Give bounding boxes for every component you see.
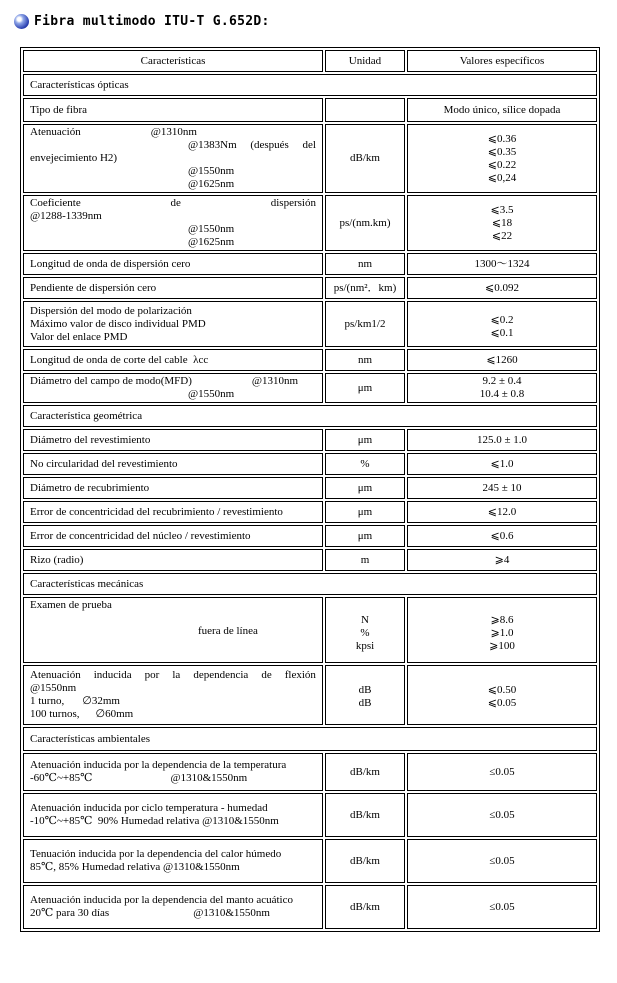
row-value: ≤0.05 (407, 839, 597, 883)
section-environmental (23, 727, 597, 751)
row-unit: nm (325, 349, 405, 371)
row-value: ⩽0.6 (407, 525, 597, 547)
table-row (23, 195, 597, 251)
unit-line: dB (358, 697, 372, 709)
value-line: ⩽0.22 (487, 158, 517, 171)
table-row (23, 373, 597, 403)
value-line: ⩽0.1 (490, 327, 514, 339)
label-part: ∅32mm (82, 695, 120, 707)
table-row (23, 793, 597, 837)
label-part: Atenuación inducida por la dependencia del manto acuático (30, 894, 293, 906)
table-row (23, 429, 597, 451)
table-row (23, 549, 597, 571)
spec-table (20, 47, 600, 932)
row-value: ⩽0.092 (407, 277, 597, 299)
label-part: envejecimiento H2) (30, 152, 118, 164)
label-part: Máximo valor de disco individual PMD (30, 317, 206, 330)
row-label: Rizo (radio) (23, 549, 323, 571)
row-unit: μm (325, 501, 405, 523)
row-unit: μm (325, 477, 405, 499)
section-optical (23, 74, 597, 96)
value-line: 9.2 ± 0.4 (482, 375, 522, 387)
label-part: @1310nm (150, 126, 197, 138)
row-value (407, 195, 597, 251)
title-row (14, 10, 270, 32)
row-label: No circularidad del revestimiento (23, 453, 323, 475)
section-title: Característica geométrica (23, 405, 597, 427)
value-line: ⩽0.35 (487, 145, 517, 158)
row-value (407, 373, 597, 403)
row-value: 125.0 ± 1.0 (407, 429, 597, 451)
label-part: Valor del enlace PMD (30, 330, 128, 343)
label-part: @1310nm (251, 375, 299, 387)
label-part: Tenuación inducida por la dependencia del calor húmedo (30, 848, 282, 860)
row-unit: dB/km (325, 793, 405, 837)
row-unit: μm (325, 525, 405, 547)
row-value (407, 124, 597, 193)
label-part: 100 turnos, (30, 708, 80, 720)
label-part: -60℃~+85℃ (30, 772, 93, 784)
value-line: ⩾100 (489, 639, 515, 652)
row-unit: μm (325, 373, 405, 403)
label-part: @1550nm (188, 223, 235, 235)
row-label (23, 839, 323, 883)
table-row (23, 597, 597, 663)
row-label (23, 793, 323, 837)
label-part: de (261, 669, 272, 681)
row-label (23, 885, 323, 929)
row-unit (325, 665, 405, 725)
row-unit (325, 98, 405, 122)
label-part: Atenuación (30, 669, 81, 681)
header-unit: Unidad (325, 50, 405, 72)
label-part: @1383Nm (188, 139, 237, 151)
row-value: ⩾4 (407, 549, 597, 571)
row-unit: dB/km (325, 839, 405, 883)
label-part: Coeficiente (30, 197, 81, 209)
label-part: del (302, 139, 316, 151)
row-label: Longitud de onda de dispersión cero (23, 253, 323, 275)
row-value: ≤0.05 (407, 885, 597, 929)
header-values: Valores específicos (407, 50, 597, 72)
row-value: ≤0.05 (407, 753, 597, 791)
label-part: Dispersión del modo de polarización (30, 304, 192, 317)
label-part: 1 turno, (30, 695, 65, 707)
table-row (23, 753, 597, 791)
value-line: ⩽0.36 (487, 132, 517, 145)
table-row (23, 453, 597, 475)
row-label (23, 665, 323, 725)
table-row (23, 665, 597, 725)
row-unit: ps/(nm.km) (325, 195, 405, 251)
row-unit: μm (325, 429, 405, 451)
row-label (23, 124, 323, 193)
row-unit: % (325, 453, 405, 475)
label-part: @1550nm (188, 388, 235, 400)
label-part: 20℃ para 30 días (30, 907, 110, 919)
table-row (23, 885, 597, 929)
row-value (407, 301, 597, 347)
unit-line: N (361, 613, 369, 626)
label-part: Atenuación inducida por ciclo temperatura - humedad (30, 802, 268, 814)
row-label: Longitud de onda de corte del cable λcc (23, 349, 323, 371)
value-line: ⩽0,24 (487, 171, 517, 184)
row-unit: dB/km (325, 753, 405, 791)
label-part: Examen de prueba (30, 599, 112, 611)
row-label: Error de concentricidad del núcleo / revestimiento (23, 525, 323, 547)
page-title: Fibra multimodo ITU-T G.652D: (34, 13, 270, 29)
value-line: ⩽0.05 (487, 697, 517, 709)
unit-line: % (360, 626, 370, 639)
bullet-icon (14, 14, 29, 29)
label-part: @1310&1550nm (193, 907, 270, 919)
value-line: ⩾1.0 (490, 626, 514, 639)
section-geometric (23, 405, 597, 427)
row-label: Pendiente de dispersión cero (23, 277, 323, 299)
row-label: Diámetro del revestimiento (23, 429, 323, 451)
section-title: Características ópticas (23, 74, 597, 96)
label-part: @1625nm (188, 236, 235, 248)
table-row (23, 124, 597, 193)
table-row (23, 349, 597, 371)
table-row (23, 301, 597, 347)
label-part: Atenuación inducida por la dependencia de la temperatura (30, 759, 287, 771)
row-label (23, 195, 323, 251)
row-value: Modo único, sílice dopada (407, 98, 597, 122)
table-row (23, 253, 597, 275)
header-characteristics: Características (23, 50, 323, 72)
label-part: 85℃, 85% Humedad relativa @1310&1550nm (30, 861, 240, 873)
row-value: 1300～1324 (407, 253, 597, 275)
table-row (23, 98, 597, 122)
label-part: Diámetro del campo de modo(MFD) (30, 375, 192, 387)
table-row (23, 277, 597, 299)
label-part: flexión (284, 669, 316, 681)
row-value: ≤0.05 (407, 793, 597, 837)
label-part: fuera de línea (198, 625, 258, 637)
table-row (23, 501, 597, 523)
label-part: de (170, 197, 181, 209)
row-value: ⩽12.0 (407, 501, 597, 523)
label-part: @1550nm (188, 165, 235, 177)
label-part: la (172, 669, 181, 681)
row-label (23, 753, 323, 791)
section-title: Características ambientales (23, 727, 597, 751)
label-part: @1550nm (30, 682, 77, 694)
value-line: ⩽0.2 (490, 314, 514, 326)
label-part: @1288-1339nm (30, 210, 102, 222)
label-part: dispersión (270, 197, 316, 209)
row-value: ⩽1.0 (407, 453, 597, 475)
section-title: Características mecánicas (23, 573, 597, 595)
label-part: @1625nm (188, 178, 235, 190)
label-part: inducida (93, 669, 132, 681)
row-unit: dB/km (325, 124, 405, 193)
value-line: ⩽0.50 (487, 684, 517, 696)
label-part: @1310&1550nm (170, 772, 248, 784)
row-unit: m (325, 549, 405, 571)
label-part: -10℃~+85℃ 90% Humedad relativa @1310&1550nm (30, 815, 279, 827)
row-unit (325, 597, 405, 663)
row-label: Error de concentricidad del recubrimiento / revestimiento (23, 501, 323, 523)
row-label (23, 373, 323, 403)
row-unit: ps/km1/2 (325, 301, 405, 347)
value-line: ⩽22 (491, 229, 513, 242)
label-part: por (144, 669, 160, 681)
value-line: ⩽3.5 (490, 203, 514, 216)
row-value (407, 665, 597, 725)
unit-line: kpsi (355, 639, 375, 652)
label-part: dependencia (193, 669, 249, 681)
label-part: ∅60mm (95, 708, 134, 720)
value-line: ⩽18 (491, 216, 513, 229)
section-mechanical (23, 573, 597, 595)
row-label (23, 597, 323, 663)
label-part: Atenuación (30, 126, 81, 138)
row-value: ⩽1260 (407, 349, 597, 371)
row-unit: dB/km (325, 885, 405, 929)
table-header (23, 50, 597, 72)
row-label: Tipo de fibra (23, 98, 323, 122)
value-line: 10.4 ± 0.8 (479, 388, 525, 400)
value-line: ⩾8.6 (490, 613, 514, 626)
row-unit: ps/(nm²．km) (325, 277, 405, 299)
label-part: (después (250, 139, 289, 151)
table-row (23, 525, 597, 547)
row-label: Diámetro de recubrimiento (23, 477, 323, 499)
row-value (407, 597, 597, 663)
row-label (23, 301, 323, 347)
row-value: 245 ± 10 (407, 477, 597, 499)
table-row (23, 477, 597, 499)
table-row (23, 839, 597, 883)
unit-line: dB (358, 684, 372, 696)
row-unit: nm (325, 253, 405, 275)
